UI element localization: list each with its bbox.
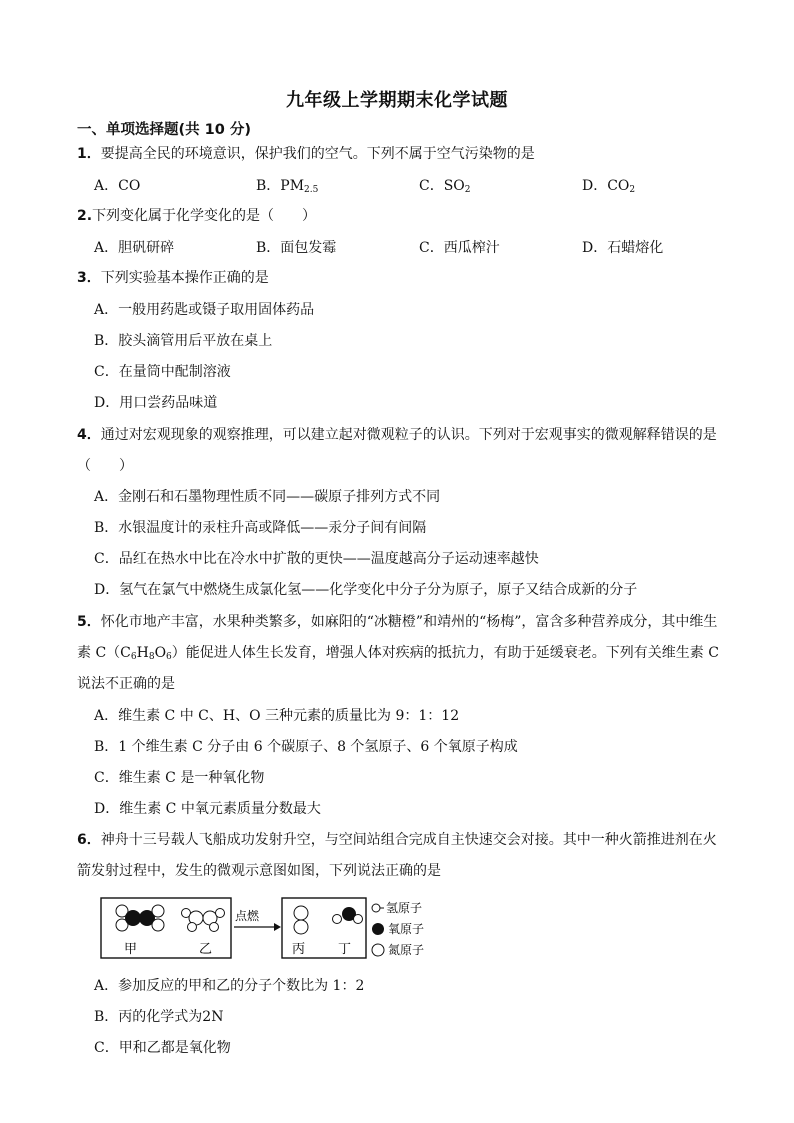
option-b: B．面包发霉 — [256, 240, 337, 256]
option-d: D．氢气在氯气中燃烧生成氯化氢——化学变化中分子分为原子，原子又结合成新的分子 — [94, 582, 638, 598]
option-d: D．$CO_2$ — [582, 178, 636, 195]
molecule-jia-icon — [116, 905, 164, 931]
arrow-head-icon — [274, 923, 281, 931]
label-ding: 丁 — [338, 942, 352, 957]
option-a: A．一般用药匙或镊子取用固体药品 — [94, 302, 315, 318]
molecule-bing-icon — [294, 906, 308, 934]
reaction-diagram — [100, 894, 450, 966]
question-stem-continued: 箭发射过程中，发生的微观示意图如图，下列说法正确的是 — [77, 863, 441, 879]
question-stem-continued: （ ） — [77, 458, 133, 474]
option-d: D．石蜡熔化 — [582, 240, 664, 256]
question-1 — [77, 144, 535, 164]
question-number: 3． — [77, 270, 101, 286]
question-number: 6． — [77, 832, 101, 848]
option-c: C．维生素 C 是一种氧化物 — [94, 770, 265, 786]
question-number: 4． — [77, 427, 101, 443]
question-stem: 怀化市地产丰富，水果种类繁多，如麻阳的“冰糖橙”和靖州的“杨梅”，富含多种营养成分，其中维生 — [100, 614, 718, 630]
option-a: A．维生素 C 中 C、H、O 三种元素的质量比为 9：1：12 — [94, 708, 460, 724]
option-c: C．在量筒中配制溶液 — [94, 364, 231, 380]
option-a: A．金刚石和石墨物理性质不同——碳原子排列方式不同 — [94, 489, 441, 505]
page-title: 九年级上学期期末化学试题 — [286, 90, 508, 111]
label-jia: 甲 — [124, 942, 138, 957]
option-a: A．参加反应的甲和乙的分子个数比为 1：2 — [94, 978, 365, 994]
option-c: C．甲和乙都是氧化物 — [94, 1040, 231, 1056]
nitrogen-atom-icon — [372, 944, 384, 956]
option-d: D．维生素 C 中氧元素质量分数最大 — [94, 801, 321, 817]
question-stem: 通过对宏观现象的观察推理，可以建立起对微观粒子的认识。下列对于宏观事实的微观解释错误的是 — [100, 427, 717, 443]
option-d: D．用口尝药品味道 — [94, 395, 218, 411]
question-4 — [77, 425, 717, 445]
question-6 — [77, 830, 717, 850]
question-number: 2. — [77, 208, 93, 224]
molecule-ding-icon — [333, 907, 363, 924]
option-c: C．西瓜榨汁 — [419, 240, 500, 256]
option-b: B．$PM_{2.5}$ — [256, 178, 319, 195]
option-b: B．水银温度计的汞柱升高或降低——汞分子间有间隔 — [94, 520, 427, 536]
question-3 — [77, 268, 269, 288]
question-stem: 下列变化属于化学变化的是（ ） — [92, 208, 317, 224]
option-c: C．$SO_2$ — [419, 178, 471, 195]
oxygen-atom-icon — [372, 923, 384, 935]
question-stem: 要提高全民的环境意识，保护我们的空气。下列不属于空气污染物的是 — [100, 146, 535, 162]
label-yi: 乙 — [199, 942, 213, 957]
option-b: B．1 个维生素 C 分子由 6 个碳原子、8 个氢原子、6 个氧原子构成 — [94, 739, 518, 755]
option-a: A．胆矾研碎 — [94, 240, 175, 256]
question-stem: 神舟十三号载人飞船成功发射升空，与空间站组合完成自主快速交会对接。其中一种火箭推进剂在火 — [100, 832, 717, 848]
option-b: B．丙的化学式为2N — [94, 1009, 224, 1025]
question-stem: 下列实验基本操作正确的是 — [100, 270, 269, 286]
legend-oxygen: 氧原子 — [388, 922, 425, 936]
question-number: 5． — [77, 614, 101, 630]
option-a: A．CO — [94, 178, 141, 194]
legend-hydrogen: 氢原子 — [386, 901, 423, 915]
legend — [372, 901, 424, 957]
molecule-yi-icon — [182, 909, 225, 932]
section-heading: 一、单项选择题(共 10 分) — [77, 122, 252, 138]
label-bing: 丙 — [292, 942, 306, 957]
question-2 — [77, 206, 316, 226]
question-number: 1． — [77, 146, 101, 162]
hydrogen-atom-icon — [372, 904, 380, 912]
legend-nitrogen: 氮原子 — [388, 943, 425, 957]
question-5 — [77, 612, 717, 632]
reaction-condition: 点燃 — [235, 909, 260, 923]
question-stem-continued: 素 $C(C_6H_8O_6)$能促进人体生长发育，增强人体对疾病的抵抗力，有助于延缓衰老。下列有关维生素 C — [77, 645, 719, 662]
option-c: C．品红在热水中比在冷水中扩散的更快——温度越高分子运动速率越快 — [94, 551, 539, 567]
option-b: B．胶头滴管用后平放在桌上 — [94, 333, 273, 349]
question-stem-continued: 说法不正确的是 — [77, 676, 175, 692]
